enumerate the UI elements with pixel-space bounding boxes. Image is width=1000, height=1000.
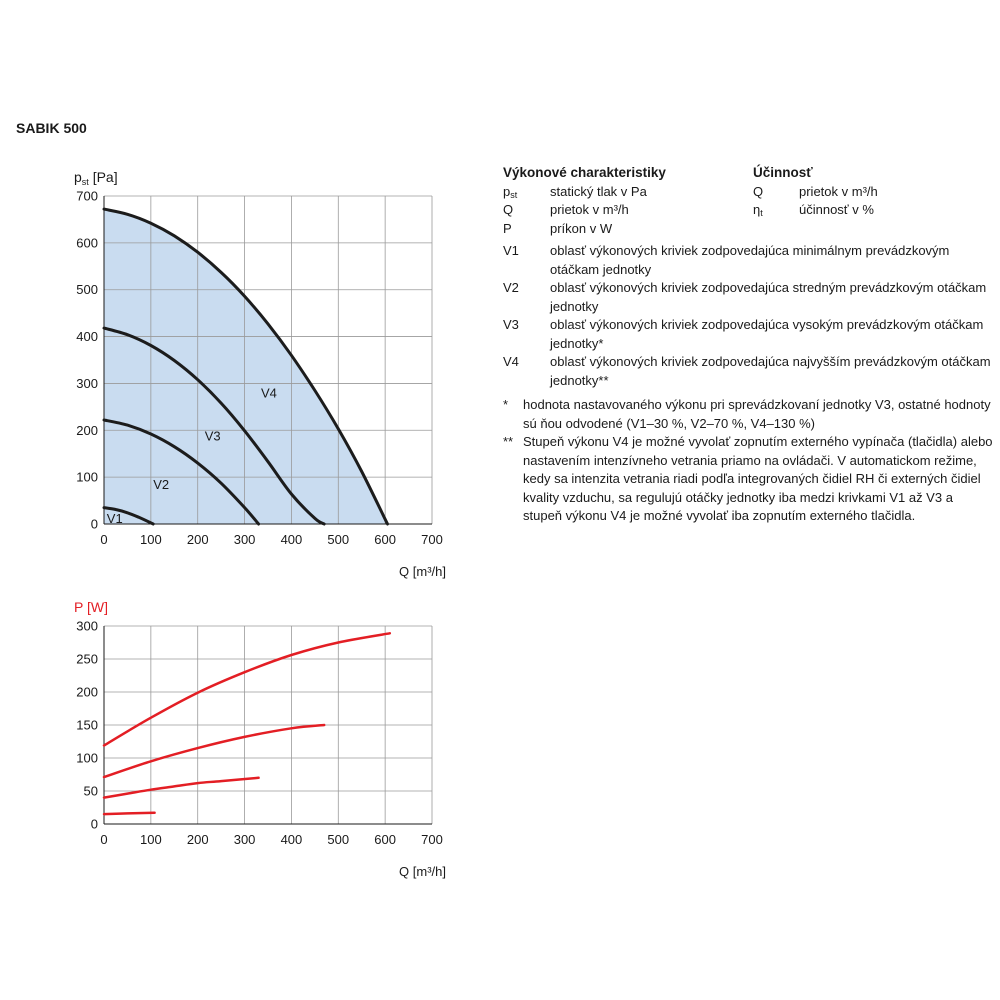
x-tick-label: 600: [374, 532, 396, 547]
footnotes: [503, 396, 993, 526]
x-tick-label: 600: [374, 832, 396, 847]
y-tick-label: 700: [76, 188, 98, 204]
x-tick-label: 100: [140, 532, 162, 547]
curve-description: oblasť výkonových kriviek zodpovedajúca stredným prevádzkovým otáčkam jednotky: [550, 280, 987, 314]
page-title: SABIK 500: [16, 120, 87, 136]
y-tick-label: 300: [76, 375, 98, 391]
y-tick-label: 250: [76, 651, 98, 667]
x-tick-label: 400: [280, 832, 303, 847]
y-axis-label: $p_{st}$ [Pa]: [74, 169, 118, 187]
x-tick-label: 200: [186, 832, 209, 847]
legend-row: [503, 183, 993, 202]
legend-description: prietok v m³/h: [799, 183, 878, 199]
series-label: V1: [106, 511, 123, 527]
y-tick-label: 300: [76, 618, 98, 634]
x-axis-label: Q [m³/h]: [399, 864, 446, 879]
x-tick-label: 300: [233, 532, 256, 547]
footnote-marker: **: [503, 434, 514, 449]
legend-row: [503, 220, 993, 239]
curve-legend-item: [503, 279, 993, 316]
y-tick-label: 100: [76, 469, 98, 485]
curve-legend-item: [503, 316, 993, 353]
legend-description: účinnosť v %: [799, 202, 874, 217]
y-tick-label: 150: [76, 717, 98, 733]
x-tick-label: 700: [421, 532, 443, 547]
curve-description: oblasť výkonových kriviek zodpovedajúca minimálnym prevádzkovým otáčkam jednotky: [550, 243, 950, 277]
x-tick-label: 0: [100, 832, 108, 847]
x-axis-label: Q [m³/h]: [399, 564, 446, 579]
curve-description: oblasť výkonových kriviek zodpovedajúca vysokým prevádzkovým otáčkam jednotky*: [550, 317, 984, 351]
series-label: V2: [153, 476, 170, 492]
curve-legend: [503, 242, 993, 390]
power-chart: [0, 0, 470, 900]
y-axis-label: P [W]: [74, 599, 108, 615]
y-tick-label: 200: [76, 422, 98, 438]
legend-symbol: Q: [503, 202, 514, 217]
legend-heading-right: Účinnosť: [753, 165, 813, 180]
curve-symbol: V4: [503, 354, 519, 369]
footnote: [503, 396, 993, 433]
x-tick-label: 400: [280, 532, 303, 547]
y-tick-label: 50: [83, 783, 98, 799]
legend-symbol: Q: [753, 183, 764, 199]
y-tick-label: 500: [76, 282, 98, 298]
series-line: [104, 813, 155, 814]
y-tick-label: 0: [90, 816, 98, 832]
y-tick-label: 200: [76, 684, 98, 700]
footnote-text: Stupeň výkonu V4 je možné vyvolať zopnutím externého vypínača (tlačidla) alebo nastavením intenzívneho vetrania priamo na ovládači. V automatickom režime, kedy sa intenzita vetrania riadi podľa integrovaných čidiel RH či externých čidiel kvality vzduchu, sa regulujú otáčky jednotky iba medzi krivkami V1 až V3 a stupeň výkonu V4 je možné vyvolať iba zopnutím externého tlačidla.: [523, 434, 993, 523]
curve-description: oblasť výkonových kriviek zodpovedajúca najvyšším prevádzkovým otáčkam jednotky**: [550, 354, 991, 388]
legend-symbol: P: [503, 220, 512, 236]
curve-symbol: V3: [503, 317, 519, 332]
series-label: V4: [260, 385, 277, 401]
series-line: [104, 778, 259, 798]
legend-heading-left: Výkonové charakteristiky: [503, 165, 666, 180]
curve-legend-item: [503, 353, 993, 390]
x-tick-label: 500: [327, 532, 350, 547]
x-tick-label: 300: [233, 832, 256, 847]
legend-description: príkon v W: [550, 220, 613, 236]
footnote-text: hodnota nastavovaného výkonu pri sprevádzkovaní jednotky V3, ostatné hodnoty sú ňou odvodené (V1–30 %, V2–70 %, V4–130 %): [523, 397, 991, 431]
legend-symbol: $p_{st}$: [503, 183, 518, 200]
legend-symbol: $\eta_t$: [753, 202, 763, 218]
footnote: [503, 433, 993, 526]
series-line: [104, 633, 390, 745]
x-tick-label: 100: [140, 832, 162, 847]
legend-description: prietok v m³/h: [550, 202, 629, 217]
footnote-marker: *: [503, 397, 509, 412]
y-tick-label: 0: [90, 516, 98, 532]
series-label: V3: [204, 428, 221, 444]
curve-symbol: V1: [503, 243, 519, 258]
legend-description: statický tlak v Pa: [550, 183, 647, 199]
legend-row: [503, 201, 993, 220]
x-tick-label: 200: [186, 532, 209, 547]
x-tick-label: 0: [100, 532, 108, 547]
curve-legend-item: [503, 242, 993, 279]
legend-headings: [503, 164, 993, 183]
y-tick-label: 600: [76, 235, 98, 251]
y-tick-label: 400: [76, 329, 98, 345]
x-tick-label: 500: [327, 832, 350, 847]
legend: [503, 164, 993, 526]
x-tick-label: 700: [421, 832, 443, 847]
curve-symbol: V2: [503, 280, 519, 295]
y-tick-label: 100: [76, 750, 98, 766]
